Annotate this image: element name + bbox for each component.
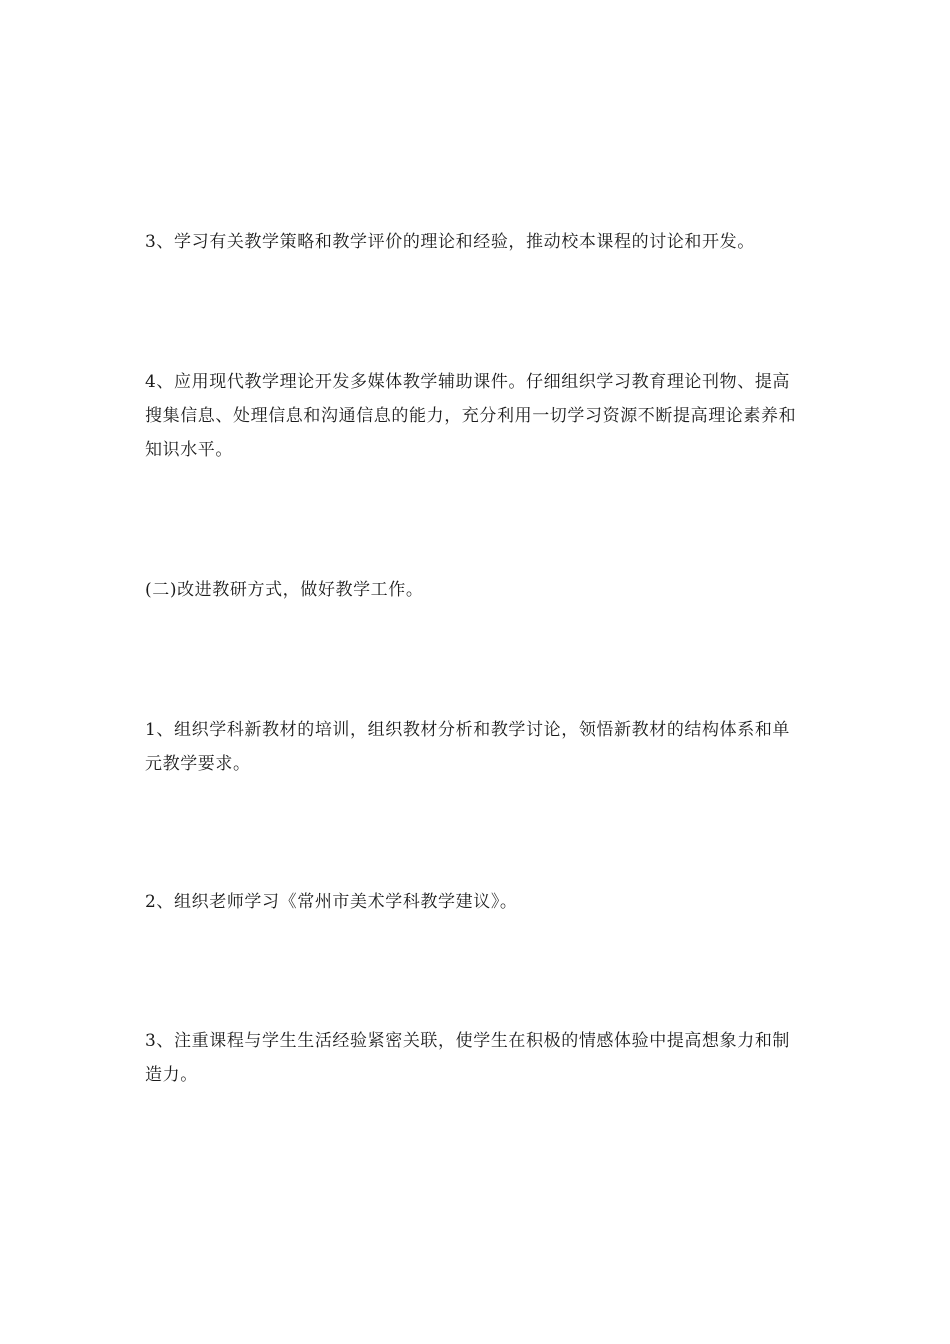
paragraph-item-4-multimedia-courseware: 4、应用现代教学理论开发多媒体教学辅助课件。仔细组织学习教育理论刊物、提高搜集信息、处理信息和沟通信息的能力，充分利用一切学习资源不断提高理论素养和知识水平。 (145, 372, 797, 460)
paragraph-item-1-textbook-training: 1、组织学科新教材的培训，组织教材分析和教学讨论，领悟新教材的结构体系和单元教学要求。 (145, 720, 791, 774)
paragraph-item-3-life-experience: 3、注重课程与学生生活经验紧密关联，使学生在积极的情感体验中提高想象力和制造力。 (145, 1031, 791, 1085)
section-heading-improve-research: (二)改进教研方式，做好教学工作。 (145, 580, 424, 600)
paragraph-item-3-teaching-strategy: 3、学习有关教学策略和教学评价的理论和经验，推动校本课程的讨论和开发。 (145, 232, 755, 252)
paragraph-item-2-teaching-suggestions: 2、组织老师学习《常州市美术学科教学建议》。 (145, 892, 518, 912)
